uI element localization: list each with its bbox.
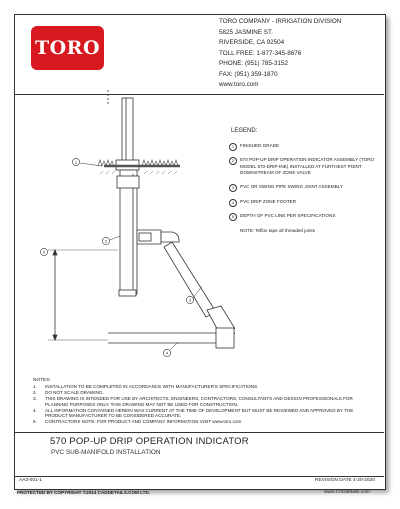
note-2-text: DO NOT SCALE DRAWING. <box>45 389 104 395</box>
company-street: 5825 JASMINE ST. <box>219 28 273 36</box>
note-5-num: 5. <box>33 419 37 425</box>
note-3 <box>33 396 373 408</box>
legend-badge-1: 1 <box>229 143 237 151</box>
toro-logo <box>31 26 104 70</box>
note-3-text: THIS DRAWING IS INTENDED FOR USE BY ARCHITECTS, ENGINEERS, CONTRACTORS, CONSULTANTS AND DESIGN PROFESSIONALS FOR PLANNING PURPOSES ONLY. THIS DRAWING MAY NOT BE USED FOR CONSTRUCTION. <box>45 395 353 407</box>
callout-1-text: 1 <box>74 159 78 165</box>
soil-hatch <box>100 171 177 174</box>
callout-2-leader <box>110 236 120 240</box>
company-info <box>219 17 341 91</box>
notes-title: NOTES: <box>33 378 51 383</box>
callout-5-text: 5 <box>42 249 46 255</box>
drawing-title: 570 POP-UP DRIP OPERATION INDICATOR <box>50 436 249 447</box>
copyright-text: PROTECTED BY COPYRIGHT ©2014 CADDETAILS.COM LTD. <box>17 490 151 495</box>
note-5-text: CONTRACTORS NOTE: FOR PRODUCT AND COMPANY INFORMATION VISIT www.toro.com <box>45 419 242 425</box>
callout-2-text: 2 <box>104 238 108 244</box>
swing-joint-pipe <box>164 242 216 317</box>
legend-note: NOTE: Teflon tape all threaded joints <box>240 228 315 233</box>
installation-drawing <box>20 90 235 375</box>
detail-code: AA3-001-1 <box>19 478 42 483</box>
legend-badge-2: 2 <box>229 157 237 165</box>
company-toll-free: TOLL FREE: 1-877-345-8676 <box>219 49 302 57</box>
note-4 <box>33 408 373 420</box>
title-divider <box>14 432 384 433</box>
note-4-text: ALL INFORMATION CONTAINED HEREIN WAS CURRENT AT THE TIME OF DEVELOPMENT BUT MUST BE REVIEWED AND APPROVED BY THE PRODUCT MANUFACTURER TO BE CONSIDERED ACCURATE. <box>45 407 354 419</box>
indicator-collar <box>117 176 139 188</box>
nipple-fitting <box>139 233 151 241</box>
notes-block <box>33 378 373 425</box>
legend-text-4: PVC DRIP ZONE FOOTER <box>240 199 297 204</box>
note-1-num: 1. <box>33 383 37 389</box>
legend-text-3: PVC OR SWING PIPE SWING JOINT ASSEMBLY <box>240 184 343 189</box>
legend-text-2: 570 POP-UP DRIP OPERATION INDICATOR ASSEMBLY (TORO MODEL 570-DRIP-INE) INSTALLED AT FURTHEST POINT DOWNSTREAM OF ZONE VALVE <box>240 157 375 176</box>
footer-divider <box>14 476 384 477</box>
note-2-num: 2. <box>33 389 37 395</box>
legend-badge-3: 3 <box>229 184 237 192</box>
legend-text-5: DEPTH OF PVC LINE PER SPECIFICATIONS <box>240 213 336 218</box>
callout-4-text: 4 <box>165 350 169 356</box>
legend-text-1: FINISHED GRADE <box>240 143 280 148</box>
legend-badge-5: 5 <box>229 213 237 221</box>
cad-details-link[interactable]: www.CADdetails.com <box>324 490 370 495</box>
company-phone: PHONE: (951) 785-3152 <box>219 60 288 67</box>
toro-logo-text: TORO <box>34 37 101 59</box>
indicator-base <box>119 290 136 296</box>
riser-cap <box>122 98 133 162</box>
note-4-num: 4. <box>33 407 37 413</box>
company-city: RIVERSIDE, CA 92504 <box>219 39 285 46</box>
legend-title: LEGEND: <box>231 128 258 134</box>
note-3-num: 3. <box>33 395 37 401</box>
tee-fitting <box>216 328 234 348</box>
company-web: www.toro.com <box>219 81 259 88</box>
callout-3-text: 3 <box>188 297 192 303</box>
company-fax: FAX: (951) 359-1870 <box>219 70 278 78</box>
indicator-riser <box>120 170 137 294</box>
note-1-text: INSTALLATION TO BE COMPLETED IN ACCORDANCE WITH MANUFACTURER'S SPECIFICATIONS. <box>45 383 259 389</box>
drawing-subtitle: PVC SUB-MANIFOLD INSTALLATION <box>51 449 161 456</box>
company-name: TORO COMPANY - IRRIGATION DIVISION <box>219 18 342 25</box>
legend-badge-4: 4 <box>229 199 237 207</box>
revision-date: REVISION DATE 4-20-2020 <box>315 478 375 483</box>
note-5 <box>33 419 373 425</box>
